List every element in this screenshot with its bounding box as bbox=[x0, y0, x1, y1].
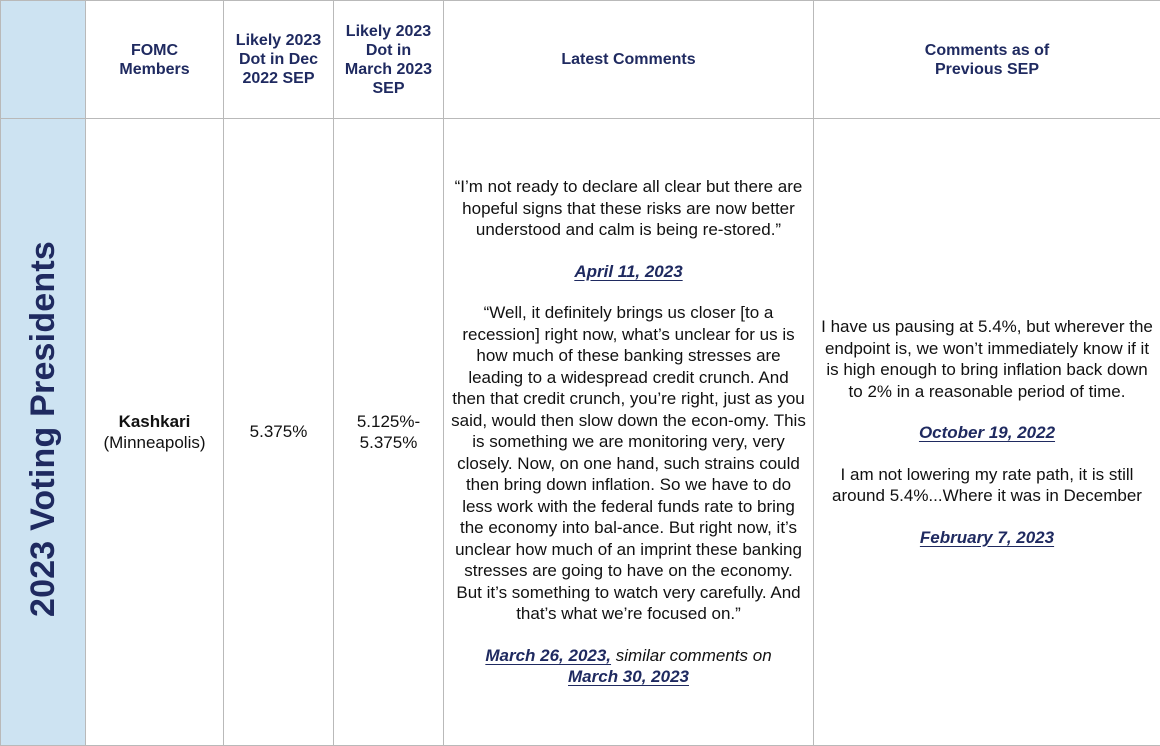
previous-quote-2: I am not lowering my rate path, it is still around 5.4%...Where it was in December bbox=[832, 464, 1142, 505]
latest-comments-cell bbox=[444, 119, 814, 746]
previous-comments-cell bbox=[814, 119, 1160, 746]
table-row bbox=[1, 119, 1160, 746]
member-cell bbox=[86, 119, 224, 746]
header-mar-dot-line1: Likely 2023 bbox=[345, 22, 432, 40]
header-previous-line1: Comments as of bbox=[924, 41, 1050, 59]
header-mar-dot-line4: SEP bbox=[372, 79, 405, 97]
header-row bbox=[1, 1, 1160, 119]
header-members-line2: Members bbox=[119, 60, 190, 78]
previous-quote-1: I have us pausing at 5.4%, but wherever the endpoint is, we won’t immediately know if it is high enough to bring inflation back down to 2% in a reasonable period of time. bbox=[821, 317, 1153, 401]
sidebar-label-cell bbox=[1, 119, 86, 746]
header-dec-dot-line3: 2022 SEP bbox=[242, 70, 315, 87]
header-mar-dot-line3: March 2023 bbox=[344, 60, 433, 78]
header-dec-dot bbox=[224, 1, 334, 119]
latest-quote-2: “Well, it definitely brings us closer [to a recession] right now, what’s unclear for us is how much of these banking stresses are leading to a widespread credit crunch. And then that credit crunch, you’re right, just as you said, would then slow down the econ-omy. This is something we are monitoring very, very closely. Now, on one hand, such strains could then bring down inflation. So we have to do less work with the federal funds rate to bring the economy into bal-ance. But right now, it’s unclear how much of an imprint these banking stresses are going to have on the economy. But it’s something to watch very carefully. And that’s what we’re focused on.” bbox=[451, 303, 806, 624]
dec-dot-cell bbox=[224, 119, 334, 746]
header-previous-comments bbox=[814, 1, 1160, 119]
sidebar-header-cell bbox=[1, 1, 86, 119]
mar-dot-value-line2: 5.375% bbox=[359, 433, 418, 452]
latest-quote-1: “I’m not ready to declare all clear but there are hopeful signs that these risks are now better understood and calm is being re-stored.” bbox=[454, 177, 803, 240]
header-dec-dot-line1: Likely 2023 bbox=[235, 32, 322, 49]
header-dec-dot-line2: Dot in Dec bbox=[238, 51, 319, 68]
side-label: 2023 Voting Presidents bbox=[23, 241, 62, 618]
member-location: (Minneapolis) bbox=[103, 433, 206, 452]
latest-date-3[interactable]: March 30, 2023 bbox=[568, 667, 689, 687]
header-latest-comments bbox=[444, 1, 814, 119]
header-previous-line2: Previous SEP bbox=[934, 60, 1040, 78]
mar-dot-value-line1: 5.125%- bbox=[356, 411, 421, 431]
latest-date-1[interactable]: April 11, 2023 bbox=[574, 261, 683, 281]
header-latest-label: Latest Comments bbox=[561, 51, 696, 68]
mar-dot-cell bbox=[334, 119, 444, 746]
header-members bbox=[86, 1, 224, 119]
similar-comments-text: similar comments on bbox=[611, 645, 772, 665]
previous-date-2[interactable]: February 7, 2023 bbox=[919, 527, 1055, 547]
latest-date-2[interactable]: March 26, 2023, bbox=[485, 645, 612, 665]
header-mar-dot-line2: Dot in bbox=[365, 41, 412, 59]
previous-date-1[interactable]: October 19, 2022 bbox=[918, 423, 1056, 442]
header-members-line1: FOMC bbox=[130, 41, 179, 59]
member-name: Kashkari bbox=[118, 411, 191, 431]
header-mar-dot bbox=[334, 1, 444, 119]
dec-dot-value: 5.375% bbox=[249, 422, 308, 442]
